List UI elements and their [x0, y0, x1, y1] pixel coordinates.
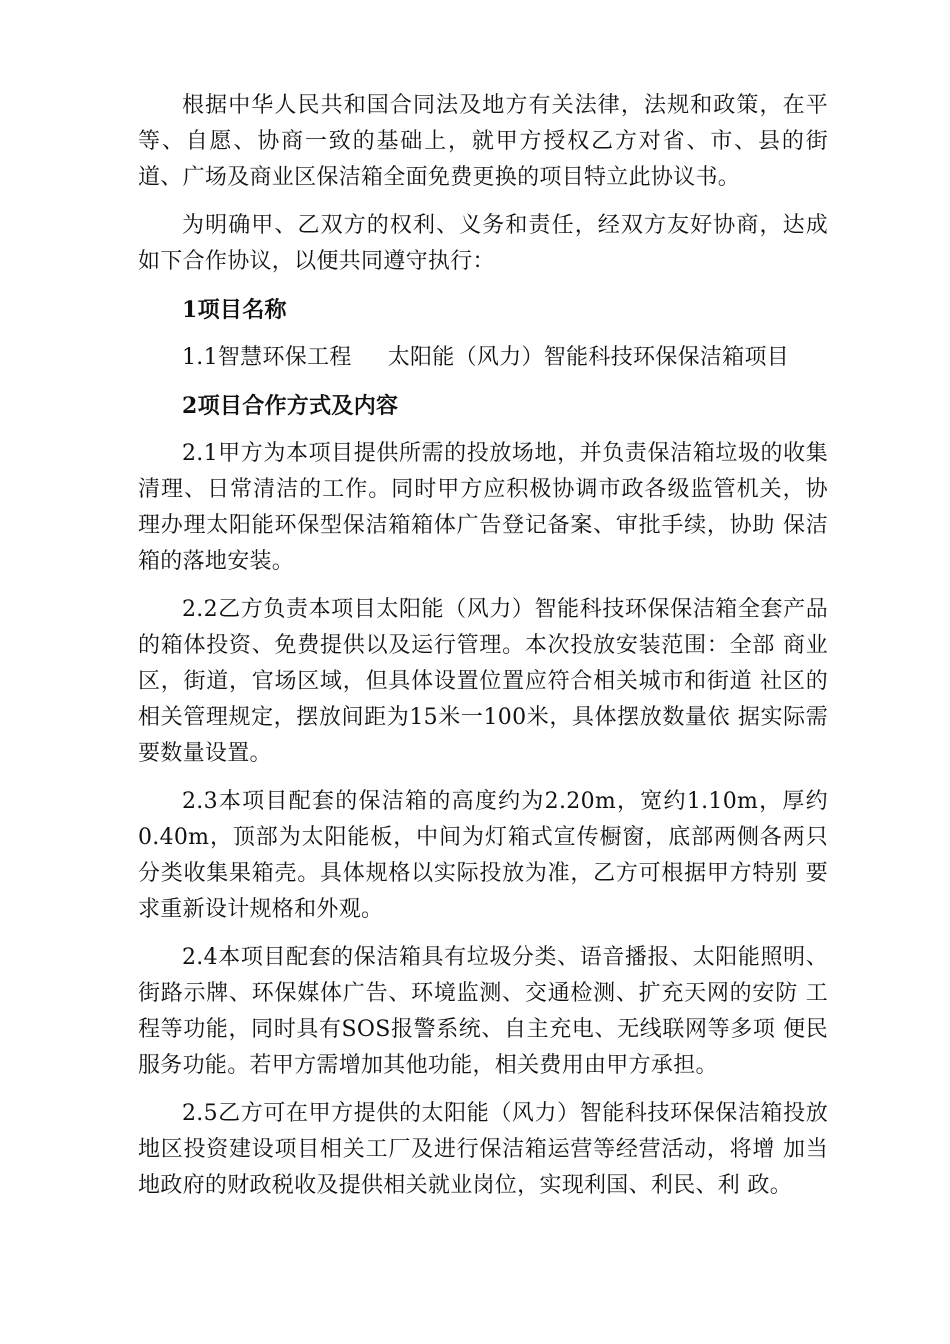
- section-1-heading: 1项目名称: [182, 297, 287, 323]
- section-1-item: [138, 340, 828, 376]
- clause-2-5: 2.5乙方可在甲方提供的太阳能（风力）智能科技环保保洁箱投放地区投资建设项目相关工厂及进行保洁箱运营等经营活动，将增 加当地政府的财政税收及提供相关就业岗位，实现利国、利民、利 政。: [138, 1101, 828, 1198]
- clause-2-1: 2.1甲方为本项目提供所需的投放场地，并负责保洁箱垃圾的收集清理、日常清洁的工作。同时甲方应积极协调市政各级监管机关，协理办理太阳能环保型保洁箱箱体广告登记备案、审批手续，协助 保洁箱的落地安装。: [138, 441, 828, 574]
- section-2-heading: 2项目合作方式及内容: [182, 393, 399, 419]
- item-number-label: 1.1智慧环保工程: [182, 345, 352, 370]
- item-name-label: 太阳能（风力）智能科技环保保洁箱项目: [387, 345, 790, 370]
- document-page: [138, 88, 828, 1204]
- clause-2-3: 2.3本项目配套的保洁箱的高度约为2.20m，宽约1.10m，厚约0.40m，顶部为太阳能板，中间为灯箱式宣传橱窗，底部两侧各两只分类收集果箱壳。具体规格以实际投放为准，乙方可根据甲方特别 要求重新设计规格和外观。: [138, 789, 828, 922]
- intro-paragraph-2: 为明确甲、乙双方的权利、义务和责任，经双方友好协商，达成如下合作协议，以便共同遵守执行：: [138, 213, 828, 274]
- intro-paragraph-1: 根据中华人民共和国合同法及地方有关法律，法规和政策，在平等、自愿、协商一致的基础上，就甲方授权乙方对省、市、县的街道、广场及商业区保洁箱全面免费更换的项目特立此协议书。: [138, 93, 828, 190]
- clause-2-2: 2.2乙方负责本项目太阳能（风力）智能科技环保保洁箱全套产品的箱体投资、免费提供以及运行管理。本次投放安装范围：全部 商业区，街道，官场区域，但具体设置位置应符合相关城市和街道 社区的相关管理规定，摆放间距为15米一100米，具体摆放数量依 据实际需要数量设置。: [138, 597, 828, 766]
- clause-2-4: 2.4本项目配套的保洁箱具有垃圾分类、语音播报、太阳能照明、街路示牌、环保媒体广告、环境监测、交通检测、扩充天网的安防 工程等功能，同时具有SOS报警系统、自主充电、无线联网等多项 便民服务功能。若甲方需增加其他功能，相关费用由甲方承担。: [138, 945, 828, 1078]
